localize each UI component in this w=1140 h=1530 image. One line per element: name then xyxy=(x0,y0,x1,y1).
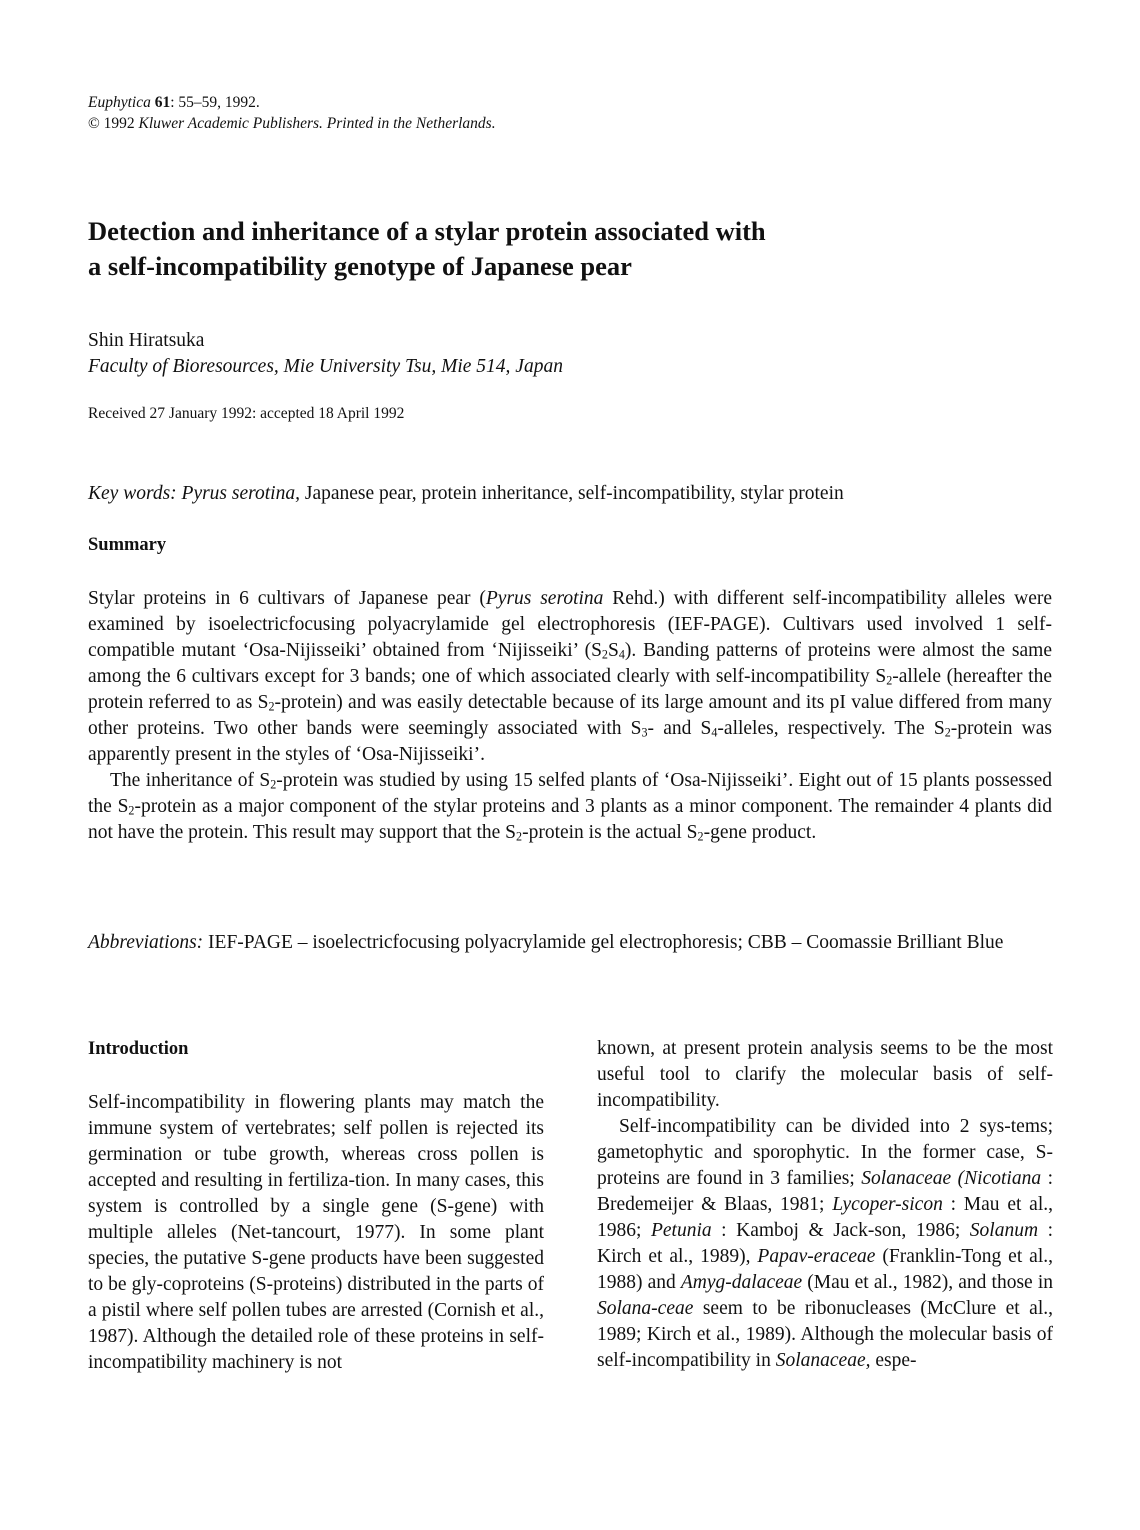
introduction-heading: Introduction xyxy=(88,1039,189,1059)
text-run: - and S xyxy=(647,718,712,739)
subscript: 2 xyxy=(886,673,893,688)
abbreviations-text: IEF-PAGE – isoelectricfocusing polyacrylamide gel electrophoresis; CBB – Coomassie Brilliant Blue xyxy=(203,932,1004,953)
taxon-name: Solana-ceae xyxy=(597,1298,694,1319)
paper-title xyxy=(88,214,988,284)
introduction-column-right xyxy=(597,1036,1053,1374)
text-run: : Mau et al., 1986; xyxy=(597,1194,1053,1241)
introduction-paragraph-1-cont: known, at present protein analysis seems to be the most useful tool to clarify the molecular basis of self-incompatibility. xyxy=(597,1038,1053,1111)
author-affiliation: Faculty of Bioresources, Mie University Tsu, Mie 514, Japan xyxy=(88,356,563,377)
subscript: 2 xyxy=(697,829,704,844)
text-run: The inheritance of S xyxy=(110,770,271,791)
author-block xyxy=(88,328,563,380)
introduction-column-left xyxy=(88,1036,544,1376)
text-run: seem to be ribonucleases (McClure et al., 1989; Kirch et al., 1989). Although the molecular basis of self-incompatibility in xyxy=(597,1298,1053,1371)
abbreviations xyxy=(88,930,1052,956)
copyright-line xyxy=(88,113,496,134)
subscript: 2 xyxy=(516,829,523,844)
journal-header xyxy=(88,92,496,134)
journal-pages: : 55–59, 1992. xyxy=(170,94,260,111)
introduction-paragraph-1: Self-incompatibility in flowering plants may match the immune system of vertebrates; self pollen is rejected its germination or tube growth, whereas cross pollen is accepted and resulting in fertiliza-tion. In many cases, this system is controlled by a single gene (S-gene) with multiple alleles (Net-tancourt, 1977). In some plant species, the putative S-gene products have been suggested to be gly-coproteins (S-proteins) distributed in the parts of a pistil where self pollen tubes are arrested (Cornish et al., 1987). Although the detailed role of these proteins in self-incompatibility machinery is not xyxy=(88,1092,544,1373)
taxon-name: Solanaceae, xyxy=(775,1350,871,1371)
taxon-name: Solanum xyxy=(969,1220,1039,1241)
title-line-2: a self-incompatibility genotype of Japanese pear xyxy=(88,251,632,281)
taxon-name: Solanaceae (Nicotiana xyxy=(861,1168,1042,1189)
taxon-name: Papav-eraceae xyxy=(757,1246,876,1267)
text-run: -gene product. xyxy=(703,822,817,843)
received-date: Received 27 January 1992: accepted 18 April 1992 xyxy=(88,405,405,422)
subscript: 2 xyxy=(268,699,275,714)
taxon-name: Lycoper-sicon xyxy=(832,1194,943,1215)
journal-citation xyxy=(88,92,496,113)
copyright-symbol: © xyxy=(88,115,100,132)
keywords xyxy=(88,481,1068,507)
text-run: -alleles, respectively. The S xyxy=(717,718,945,739)
summary-heading: Summary xyxy=(88,535,167,555)
keywords-species: Pyrus serotina, xyxy=(181,483,300,504)
subscript: 2 xyxy=(270,777,277,792)
keywords-terms: Japanese pear, protein inheritance, self-incompatibility, stylar protein xyxy=(304,483,844,504)
summary-body xyxy=(88,586,1052,846)
text-run: -protein was apparently present in the styles of ‘Osa-Nijisseiki’. xyxy=(88,718,1052,765)
keywords-label: Key words: xyxy=(88,483,177,504)
subscript: 2 xyxy=(601,647,608,662)
text-run: : Bredemeijer & Blaas, 1981; xyxy=(597,1168,1053,1215)
text-run: Self-incompatibility can be divided into 2 sys-tems; gametophytic and sporophytic. In the former case, S-proteins are found in 3 families; xyxy=(597,1116,1053,1189)
subscript: 2 xyxy=(128,803,135,818)
subscript: 2 xyxy=(944,725,951,740)
text-run: Stylar proteins in 6 cultivars of Japanese pear ( xyxy=(88,588,486,609)
subscript: 4 xyxy=(711,725,718,740)
summary-paragraph-1 xyxy=(88,586,1052,768)
species-name: Pyrus serotina xyxy=(485,588,604,609)
text-run: ). Banding patterns of proteins were almost the same among the 6 cultivars except for 3 bands; one of which associated clearly with self-incompatibility S xyxy=(88,640,1052,687)
text-run: : Kirch et al., 1989), xyxy=(597,1220,1054,1267)
text-run: espe- xyxy=(870,1350,917,1371)
text-run: -protein as a major component of the stylar proteins and 3 plants as a minor component. The remainder 4 plants did not have the protein. This result may support that the S xyxy=(88,796,1053,843)
taxon-name: Amyg-dalaceae xyxy=(680,1272,803,1293)
journal-name: Euphytica xyxy=(88,94,151,111)
text-run: Rehd.) with different self-incompatibility alleles were examined by isoelectricfocusing polyacrylamide gel electrophoresis (IEF-PAGE). Cultivars used involved 1 self-compatible mutant ‘Osa-Nijisseiki’ obtained from ‘Nijisseiki’ (S xyxy=(88,588,1052,661)
text-run: (Mau et al., 1982), and those in xyxy=(802,1272,1053,1293)
text-run: -protein is the actual S xyxy=(522,822,698,843)
author-name: Shin Hiratsuka xyxy=(88,330,205,351)
introduction-paragraph-2 xyxy=(597,1114,1053,1374)
title-line-1: Detection and inheritance of a stylar protein associated with xyxy=(88,216,766,246)
copyright-year: 1992 xyxy=(103,115,135,132)
subscript: 4 xyxy=(618,647,625,662)
text-run: -protein) and was easily detectable because of its large amount and its pI value differed from many other proteins. Two other bands were seemingly associated with S xyxy=(88,692,1052,739)
subscript: 3 xyxy=(641,725,648,740)
text-run: : Kamboj & Jack-son, 1986; xyxy=(711,1220,970,1241)
publisher: Kluwer Academic Publishers. Printed in the Netherlands. xyxy=(138,115,496,132)
summary-paragraph-2 xyxy=(88,768,1052,846)
taxon-name: Petunia xyxy=(650,1220,712,1241)
journal-volume: 61 xyxy=(154,94,171,111)
text-run: -allele (hereafter the protein referred to as S xyxy=(88,666,1052,713)
text-run: -protein was studied by using 15 selfed plants of ‘Osa-Nijisseiki’. Eight out of 15 plants possessed the S xyxy=(88,770,1052,817)
text-run: S xyxy=(607,640,619,661)
abbreviations-label: Abbreviations: xyxy=(88,932,204,953)
text-run: (Franklin-Tong et al., 1988) and xyxy=(597,1246,1053,1293)
